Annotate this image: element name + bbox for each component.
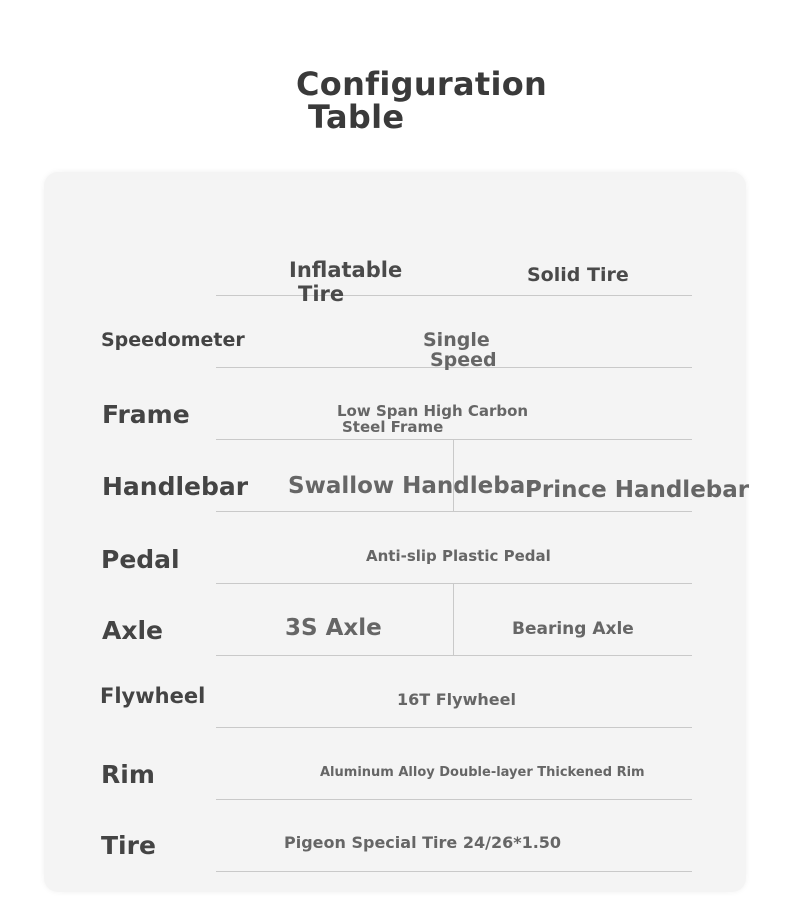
header-inflatable-tire bbox=[289, 258, 402, 306]
row-label-axle: Axle bbox=[102, 616, 163, 645]
row-value-rim: Aluminum Alloy Double-layer Thickened Rim bbox=[320, 765, 645, 780]
row-value-swallow-handlebar: Swallow Handlebar bbox=[288, 473, 537, 499]
page-title bbox=[296, 65, 548, 136]
row-value-bearing-axle: Bearing Axle bbox=[512, 619, 634, 639]
table-row-divider bbox=[216, 799, 692, 800]
row-label-speedometer: Speedometer bbox=[101, 329, 245, 351]
row-value-speedometer-line-1: Single bbox=[423, 329, 490, 351]
row-label-flywheel: Flywheel bbox=[100, 684, 206, 708]
header-solid-tire: Solid Tire bbox=[527, 264, 629, 286]
table-row-divider bbox=[216, 871, 692, 872]
header-inflatable-tire-line-1: Inflatable bbox=[289, 258, 403, 282]
table-column-divider bbox=[453, 583, 454, 655]
row-label-rim: Rim bbox=[101, 760, 155, 789]
row-label-handlebar: Handlebar bbox=[102, 472, 249, 501]
row-value-prince-handlebar: Prince Handlebar bbox=[525, 477, 750, 503]
page-title-line-2: Table bbox=[308, 98, 405, 136]
row-value-speedometer bbox=[423, 330, 497, 370]
header-inflatable-tire-line-2: Tire bbox=[298, 282, 345, 306]
table-row-divider bbox=[216, 655, 692, 656]
row-value-tire: Pigeon Special Tire 24/26*1.50 bbox=[284, 833, 562, 852]
table-row-divider bbox=[216, 583, 692, 584]
row-label-frame: Frame bbox=[102, 400, 190, 429]
table-row-divider bbox=[216, 511, 692, 512]
table-row-divider bbox=[216, 295, 692, 296]
row-value-frame-line-2: Steel Frame bbox=[342, 418, 444, 436]
row-value-speedometer-line-2: Speed bbox=[430, 349, 497, 371]
row-value-frame-line-1: Low Span High Carbon bbox=[337, 402, 529, 420]
row-value-pedal: Anti-slip Plastic Pedal bbox=[366, 547, 551, 565]
row-label-tire: Tire bbox=[101, 831, 156, 860]
table-row-divider bbox=[216, 439, 692, 440]
page-title-line-1: Configuration bbox=[296, 65, 548, 103]
table-row-divider bbox=[216, 727, 692, 728]
row-value-frame bbox=[337, 403, 528, 435]
row-value-3s-axle: 3S Axle bbox=[285, 615, 382, 641]
row-value-flywheel: 16T Flywheel bbox=[397, 690, 516, 709]
row-label-pedal: Pedal bbox=[101, 545, 180, 574]
